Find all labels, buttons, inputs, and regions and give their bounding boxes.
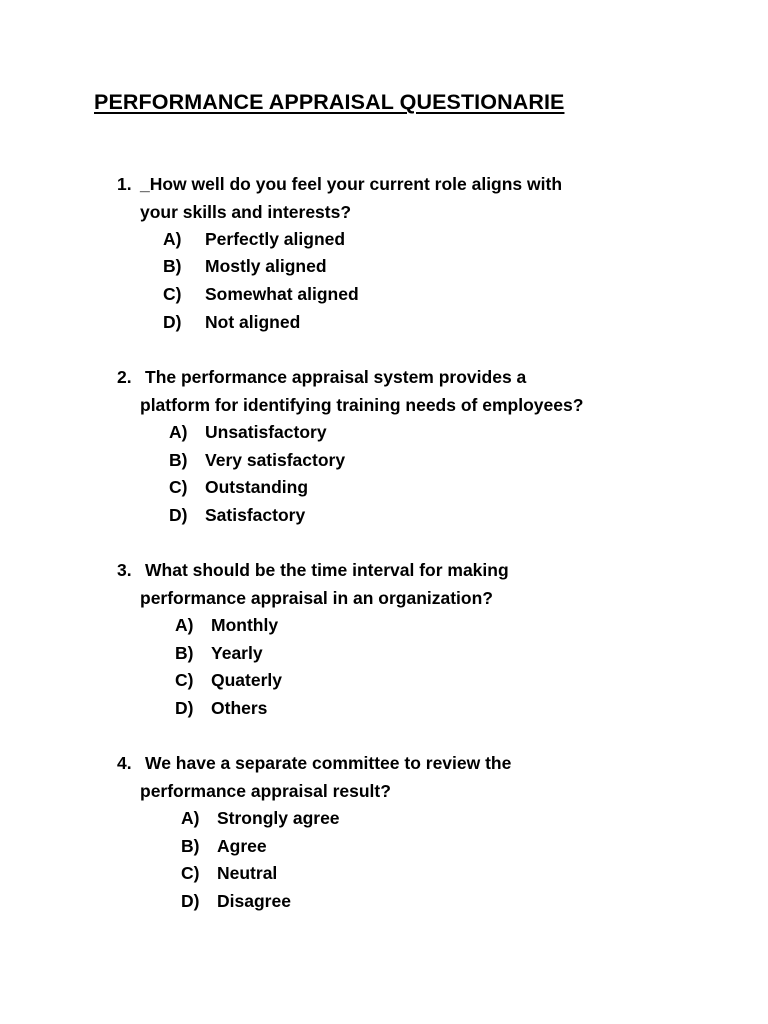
option-letter: A) <box>169 422 188 442</box>
option-letter: A) <box>181 808 200 828</box>
option-label: Yearly <box>211 643 263 663</box>
question-number: 2. <box>117 367 132 387</box>
option-label: Mostly aligned <box>205 256 327 276</box>
option-letter: A) <box>175 615 194 635</box>
question-text-line1: The performance appraisal system provides a <box>145 367 527 387</box>
option-letter: D) <box>163 312 182 332</box>
option-label: Monthly <box>211 615 279 635</box>
option-letter: C) <box>181 863 200 883</box>
option-label: Others <box>211 698 268 718</box>
option-label: Perfectly aligned <box>205 229 346 249</box>
question-text-line1: What should be the time interval for making <box>145 560 509 580</box>
option-letter: B) <box>169 450 188 470</box>
option-letter: D) <box>169 505 188 525</box>
question-text-line2: performance appraisal result? <box>140 781 391 801</box>
option-label: Neutral <box>217 863 278 883</box>
option-label: Unsatisfactory <box>205 422 327 442</box>
option-label: Disagree <box>217 891 291 911</box>
page-title: PERFORMANCE APPRAISAL QUESTIONARIE <box>94 90 565 114</box>
option-letter: B) <box>175 643 194 663</box>
option-label: Very satisfactory <box>205 450 346 470</box>
option-label: Satisfactory <box>205 505 306 525</box>
question-text-line1: _How well do you feel your current role aligns with <box>140 174 563 194</box>
option-label: Outstanding <box>205 477 309 497</box>
question-text-line1: We have a separate committee to review the <box>145 753 512 773</box>
option-letter: D) <box>181 891 200 911</box>
option-letter: D) <box>175 698 194 718</box>
question-number: 4. <box>117 753 132 773</box>
option-letter: B) <box>181 836 200 856</box>
option-letter: A) <box>163 229 182 249</box>
option-letter: C) <box>169 477 188 497</box>
question-text-line2: performance appraisal in an organization? <box>140 588 493 608</box>
question-number: 3. <box>117 560 132 580</box>
option-letter: C) <box>175 670 194 690</box>
option-letter: C) <box>163 284 182 304</box>
question-number: 1. <box>117 174 132 194</box>
option-label: Not aligned <box>205 312 301 332</box>
question-text-line2: your skills and interests? <box>140 202 352 222</box>
option-label: Strongly agree <box>217 808 340 828</box>
option-letter: B) <box>163 256 182 276</box>
option-label: Somewhat aligned <box>205 284 359 304</box>
option-label: Agree <box>217 836 267 856</box>
option-label: Quaterly <box>211 670 282 690</box>
question-text-line2: platform for identifying training needs of employees? <box>140 395 584 415</box>
